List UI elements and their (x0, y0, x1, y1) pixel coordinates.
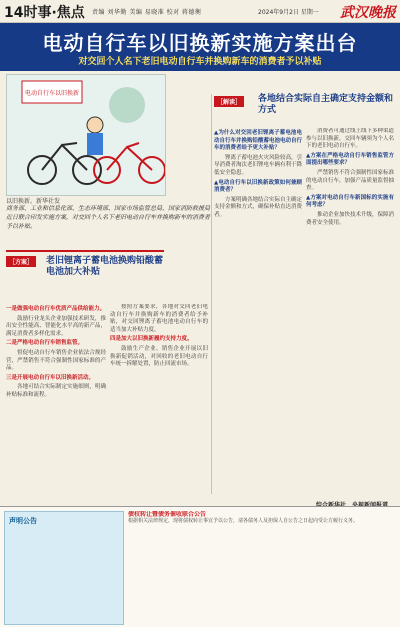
body-paragraph: 严禁销售不符合强制性国家标准的电动自行车，加强产品质量监督抽查。 (306, 169, 394, 192)
column-divider (211, 94, 212, 494)
plan-tag: ［方案］ (6, 256, 36, 267)
footer-ad-title: 声明公告 (9, 517, 37, 525)
issue-date: 2024年9月2日 星期一 (258, 9, 319, 16)
column-1 (6, 304, 106, 500)
sub-heading: 二是严格电动自行车销售监管。 (6, 340, 84, 347)
photo-caption: 以旧换新。新华社发 (6, 198, 61, 205)
headline: 电动自行车以旧换新实施方案出台 (42, 31, 358, 55)
body-paragraph: 督促电动自行车销售企业依法合规经营，严禁销售不符合强制性国家标准的产品。 (6, 349, 106, 372)
newspaper-logo: 武汉晚报 (340, 5, 396, 21)
column-2 (110, 304, 208, 500)
plan-box (6, 250, 164, 302)
body-paragraph: 鼓励生产企业、销售企业开展以旧换新促销活动，对回收的老旧电动自行车统一拆解处置，防止回流市场。 (110, 345, 208, 368)
section-title: 14时事·焦点 (4, 5, 85, 21)
plan-title: 老旧锂离子蓄电池换购铅酸蓄电池加大补贴 (46, 256, 164, 277)
cartoon-sign-text: 电动自行车以旧换新 (24, 90, 80, 97)
sub-heading: 一是做强电动自行车优质产品供给能力。 (6, 306, 106, 312)
subheadline: 对交回个人名下老旧电动自行车并换购新车的消费者予以补贴 (78, 57, 322, 67)
legal-notice (128, 511, 396, 623)
notice-body: 根据相关法律规定，现将债权转让事宜予以公告，请各债务人及担保人自公告之日起向受让方履行义务。 (128, 518, 359, 524)
body-paragraph: 鼓励行业龙头企业加强技术研发，推出安全性能高、智能化水平高的新产品，满足消费者多样化需求。 (6, 315, 106, 337)
column-3 (214, 128, 302, 496)
cartoon-illustration (6, 74, 166, 196)
footer-notices (0, 506, 400, 627)
interpretation-title: 各地结合实际自主确定支持金额和方式 (258, 94, 394, 115)
body-paragraph: 方案明确各地结合实际自主确定支持金额和方式，确保补贴直达消费者。 (214, 196, 302, 218)
body-paragraph: 锂离子蓄电池火灾风险较高，引导消费者淘汰老旧锂电车辆有利于降低安全隐患。 (214, 154, 302, 176)
interpretation-tag: ［解读］ (214, 96, 244, 107)
body-paragraph: 各地可结合实际制定实施细则，明确补贴标准和流程。 (6, 384, 106, 398)
body-paragraph: 按照方案要求，各地对交回老旧电动自行车并换购新车的消费者给予补贴，对交回锂离子蓄电池电动自行车的适当加大补贴力度。 (110, 304, 208, 333)
sub-heading: ▲电动自行车以旧换新政策如何兼顾消费者？ (214, 179, 302, 194)
headline-banner (0, 23, 400, 71)
sub-heading: 三是开展电动自行车以旧换新活动。 (6, 374, 95, 381)
sub-heading: 四是加大以旧换新履约支持力度。 (110, 336, 193, 343)
body-paragraph: 消费者可通过线上线下多种渠道参与以旧换新，交回车辆须为个人名下的老旧电动自行车。 (306, 128, 394, 150)
footer-ad (4, 511, 124, 625)
body-paragraph: 推动企业加快技术升级，保障消费者安全使用。 (306, 211, 394, 226)
editors-line: 责编 刘华勤 美编 易晓准 校对 蒋德衡 (92, 9, 202, 16)
column-4 (306, 128, 394, 496)
page-header (0, 0, 400, 23)
interpretation-box (214, 94, 394, 124)
notice-heading: 债权转让暨债务催收联合公告 (128, 511, 207, 518)
sub-heading: ▲方案对电动自行车新国标的实施有何考虑？ (306, 194, 394, 209)
lead-paragraph: 商务部、工业和信息化部、生态环境部、国家市场监管总局、国家消防救援局近日联合印发实施方案，对交回个人名下老旧电动自行车并换购新车的消费者予以补贴。 (6, 205, 211, 230)
sub-heading: ▲为什么对交回老旧锂离子蓄电池电动自行车并换购铅酸蓄电池电动自行车的消费者给予更大补贴？ (214, 130, 302, 152)
ebike-cartoon (7, 75, 165, 195)
sub-heading: ▲方案在严格电动自行车销售监管方面提出哪些要求？ (306, 152, 394, 167)
